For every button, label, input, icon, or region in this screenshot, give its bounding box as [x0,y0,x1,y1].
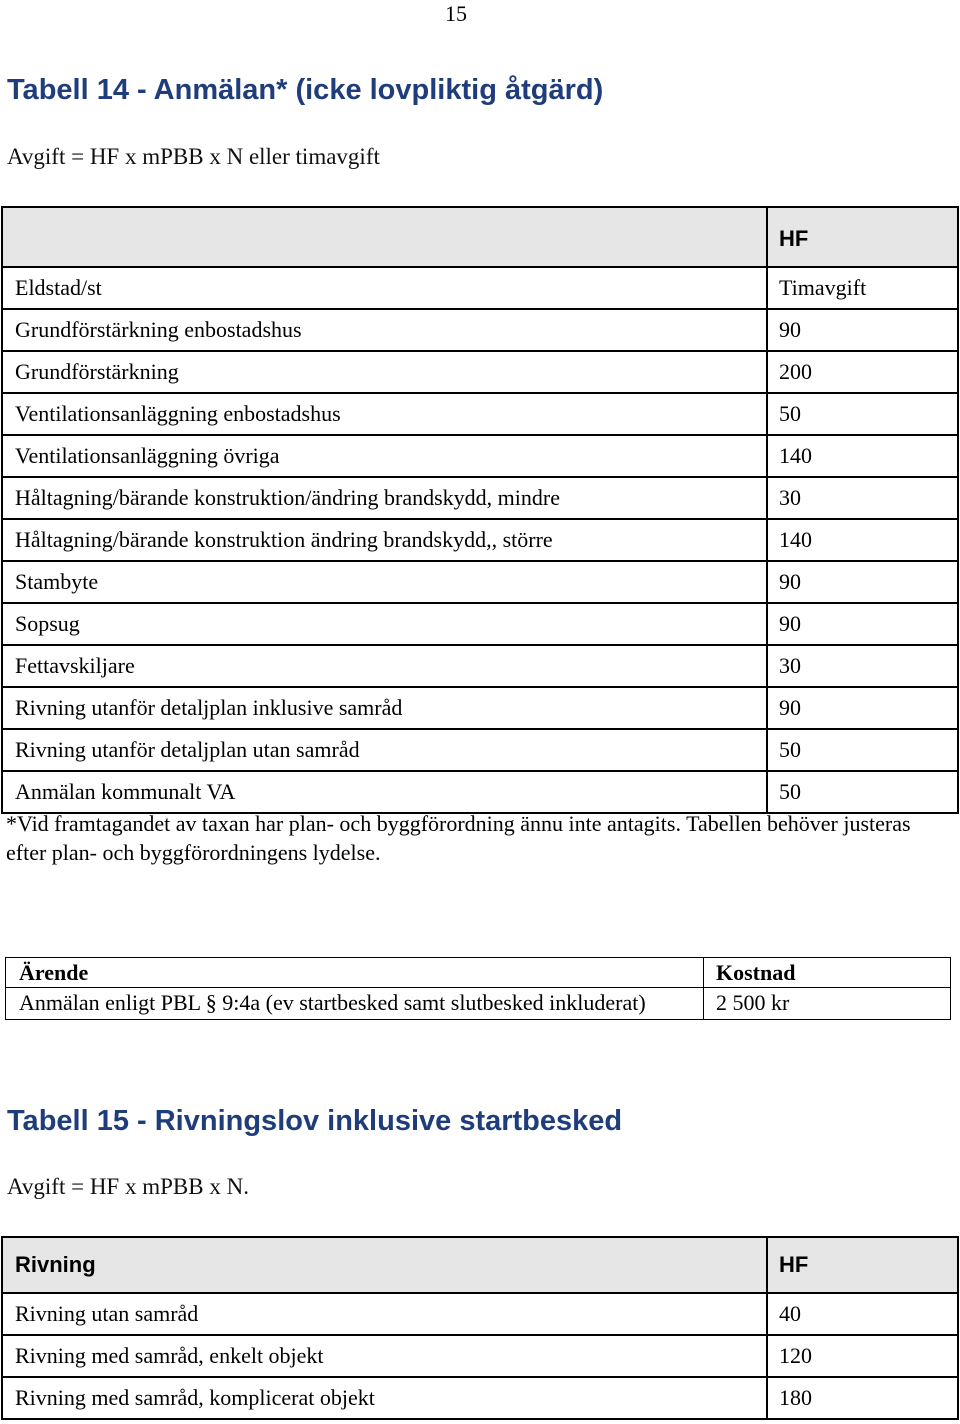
row-label: Rivning utanför detaljplan inklusive samråd [2,687,767,729]
table-row [2,519,958,561]
table-row [2,351,958,393]
table-row [2,771,958,813]
table-15-title: Tabell 15 - Rivningslov inklusive startbesked [7,1105,623,1137]
arende-table [5,957,951,1020]
table-row [2,1293,958,1335]
table-row [2,435,958,477]
table-row [2,1335,958,1377]
table-header-row [2,1237,958,1293]
table-row [2,603,958,645]
row-value: 90 [767,561,958,603]
row-label: Stambyte [2,561,767,603]
table-row [6,988,951,1020]
header-cell-hf: HF [767,1237,958,1293]
row-value: 40 [767,1293,958,1335]
row-value: 50 [767,393,958,435]
row-value: 90 [767,603,958,645]
row-value: Timavgift [767,267,958,309]
table-14-footnote: *Vid framtagandet av taxan har plan- och byggförordning ännu inte antagits. Tabellen behöver justeras efter plan- och byggförordningens lydelse. [6,811,911,865]
row-label: Grundförstärkning [2,351,767,393]
row-label: Håltagning/bärande konstruktion ändring brandskydd,, större [2,519,767,561]
row-label: Rivning utan samråd [2,1293,767,1335]
row-label: Rivning med samråd, enkelt objekt [2,1335,767,1377]
row-label: Rivning utanför detaljplan utan samråd [2,729,767,771]
row-value: 30 [767,645,958,687]
row-value: 30 [767,477,958,519]
arende-cost: 2 500 kr [704,988,951,1020]
table-row [2,729,958,771]
table-row [2,477,958,519]
row-value: 140 [767,435,958,477]
table-row [2,1377,958,1419]
table-row [2,393,958,435]
table-row [2,309,958,351]
table-header-row [2,207,958,267]
header-cell-arende: Ärende [6,958,704,988]
row-label: Ventilationsanläggning övriga [2,435,767,477]
table-row [2,267,958,309]
table-15 [1,1236,959,1420]
row-value: 90 [767,309,958,351]
page-number: 15 [445,1,467,26]
row-value: 200 [767,351,958,393]
row-label: Eldstad/st [2,267,767,309]
table-14-formula: Avgift = HF x mPBB x N eller timavgift [7,144,380,169]
row-label: Sopsug [2,603,767,645]
table-15-formula: Avgift = HF x mPBB x N. [7,1174,249,1199]
table-row [2,561,958,603]
row-value: 50 [767,729,958,771]
row-value: 50 [767,771,958,813]
table-14 [1,206,959,814]
row-label: Fettavskiljare [2,645,767,687]
row-label: Rivning med samråd, komplicerat objekt [2,1377,767,1419]
row-value: 120 [767,1335,958,1377]
row-label: Ventilationsanläggning enbostadshus [2,393,767,435]
row-value: 90 [767,687,958,729]
row-label: Håltagning/bärande konstruktion/ändring brandskydd, mindre [2,477,767,519]
table-header-row [6,958,951,988]
header-cell-rivning: Rivning [2,1237,767,1293]
arende-description: Anmälan enligt PBL § 9:4a (ev startbesked samt slutbesked inkluderat) [6,988,704,1020]
header-cell-description [2,207,767,267]
header-cell-kostnad: Kostnad [704,958,951,988]
table-row [2,645,958,687]
row-label: Anmälan kommunalt VA [2,771,767,813]
header-cell-hf: HF [767,207,958,267]
row-value: 140 [767,519,958,561]
row-label: Grundförstärkning enbostadshus [2,309,767,351]
table-row [2,687,958,729]
table-14-title: Tabell 14 - Anmälan* (icke lovpliktig åtgärd) [7,74,604,106]
row-value: 180 [767,1377,958,1419]
